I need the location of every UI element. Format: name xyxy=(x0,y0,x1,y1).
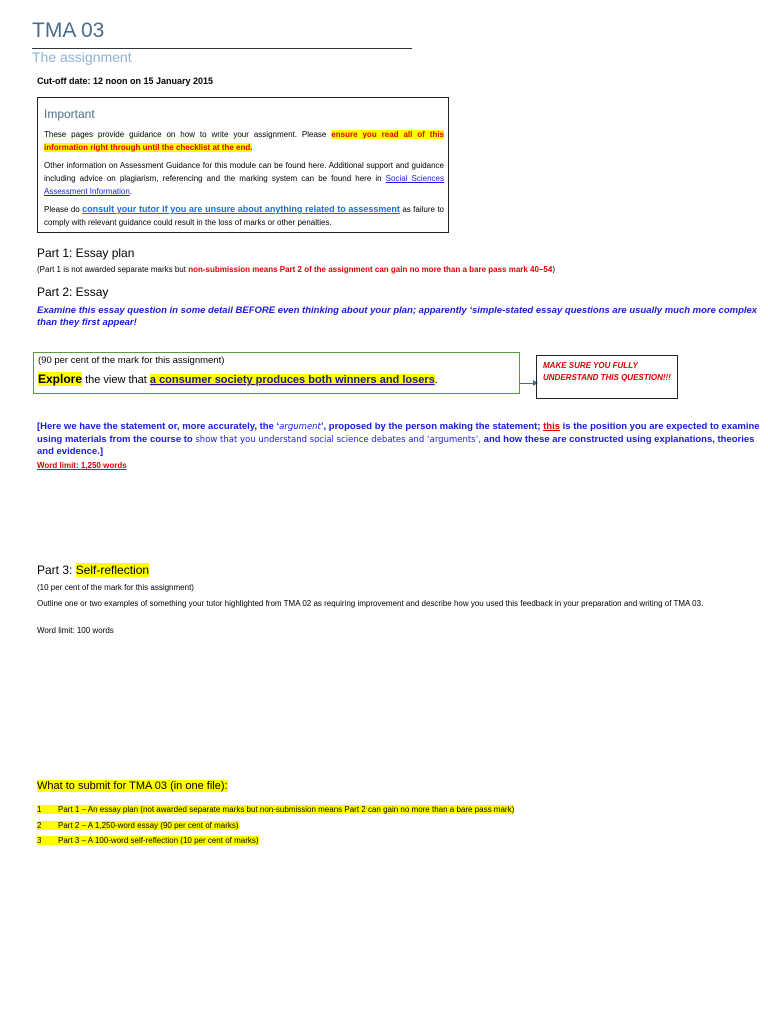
submit-item-1-num: 1 xyxy=(37,805,42,814)
part3-heading-highlight: Self-reflection xyxy=(75,563,150,577)
part2-heading: Part 2: Essay xyxy=(37,285,109,299)
page-title: TMA 03 xyxy=(32,19,105,42)
submit-item-2-text: Part 2 – A 1,250-word essay (90 per cent of marks) xyxy=(58,821,239,830)
part3-word-limit: Word limit: 100 words xyxy=(37,626,114,635)
bracket-text-4: and how these are constructed using explanations, theories and evidence.] xyxy=(37,433,755,457)
submit-item-2 xyxy=(37,821,239,830)
argument-explanation xyxy=(37,421,768,458)
assessment-info-link[interactable]: Social Sciences Assessment Information xyxy=(44,174,444,196)
consult-tutor-link[interactable]: consult your tutor if you are unsure about anything related to assessment xyxy=(82,204,400,214)
important-para-1 xyxy=(44,128,444,154)
important-heading: Important xyxy=(44,107,95,121)
question-end: . xyxy=(434,374,438,386)
submit-item-3 xyxy=(37,836,259,845)
bracket-text-2: ’, proposed by the person making the statement; xyxy=(320,421,544,432)
submit-heading xyxy=(37,780,228,792)
bracket-show: show that you understand social science debates and ‘arguments’, xyxy=(195,434,482,445)
submit-item-1 xyxy=(37,805,514,814)
part1-note-warning: non-submission means Part 2 of the assignment can gain no more than a bare pass mark 40–54 xyxy=(188,265,553,274)
important-para-2-end: . xyxy=(129,187,133,196)
part1-heading: Part 1: Essay plan xyxy=(37,246,135,260)
part2-word-limit: Word limit: 1,250 words xyxy=(37,461,127,470)
essay-statement: a consumer society produces both winners and losers xyxy=(149,374,435,386)
submit-heading-text: What to submit for TMA 03 (in one file): xyxy=(37,780,228,792)
warning-text: MAKE SURE YOU FULLY UNDERSTAND THIS QUESTION!!! xyxy=(543,361,671,382)
important-para-3 xyxy=(44,203,444,229)
bracket-argument: argument xyxy=(279,422,321,432)
page-subtitle: The assignment xyxy=(32,49,132,65)
important-para-2-text: Other information on Assessment Guidance for this module can be found here. Additional support and guidance including advice on plagiarism, referencing and the marking system can be found here in xyxy=(44,161,444,183)
important-para-1-text: These pages provide guidance on how to write your assignment. Please xyxy=(44,130,332,139)
part1-note-start: (Part 1 is not awarded separate marks but xyxy=(37,265,189,274)
part3-marks: (10 per cent of the mark for this assignment) xyxy=(37,583,194,592)
important-para-2 xyxy=(44,159,444,198)
warning-box xyxy=(536,355,678,399)
bracket-text-1: [Here we have the statement or, more accurately, the ‘ xyxy=(37,421,280,432)
important-para-3-end: as failure to comply with relevant guidance could result in the loss of marks or other penalties. xyxy=(44,205,444,227)
part3-body: Outline one or two examples of something your tutor highlighted from TMA 02 as requiring improvement and describe how you used this feedback in your preparation and writing of TMA 03. xyxy=(37,599,704,608)
essay-question xyxy=(38,372,438,386)
part3-heading xyxy=(37,563,149,577)
submit-item xyxy=(37,821,239,830)
read-all-highlight: ensure you read all of this information right through until the checklist at the end. xyxy=(44,130,445,152)
submit-item-3-num: 3 xyxy=(37,836,42,845)
submit-item-2-num: 2 xyxy=(37,821,42,830)
important-para-3-text: Please do xyxy=(44,205,83,214)
cutoff-date: Cut-off date: 12 noon on 15 January 2015 xyxy=(37,76,214,86)
part1-note-end: ) xyxy=(552,265,555,274)
part3-heading-prefix: Part 3: xyxy=(37,563,76,577)
essay-instruction: Examine this essay question in some detail BEFORE even thinking about your plan; apparently ‘simple-stated essay questions are usually much more complex than they first appear! xyxy=(37,305,758,328)
submit-item-1-text: Part 1 – An essay plan (not awarded separate marks but non-submission means Part 2 can gain no more than a bare pass mark) xyxy=(58,805,515,814)
submit-item xyxy=(37,836,259,845)
question-mid: the view that xyxy=(82,374,150,386)
explore-keyword: Explore xyxy=(38,372,83,386)
bracket-this: this xyxy=(543,421,561,432)
part2-marks: (90 per cent of the mark for this assignment) xyxy=(38,355,225,366)
part1-note xyxy=(37,265,768,274)
bracket-text-3: is the position you are expected to examine using materials from the course to xyxy=(37,421,760,445)
submit-item xyxy=(37,805,514,814)
submit-item-3-text: Part 3 – A 100-word self-reflection (10 per cent of marks) xyxy=(58,836,259,845)
